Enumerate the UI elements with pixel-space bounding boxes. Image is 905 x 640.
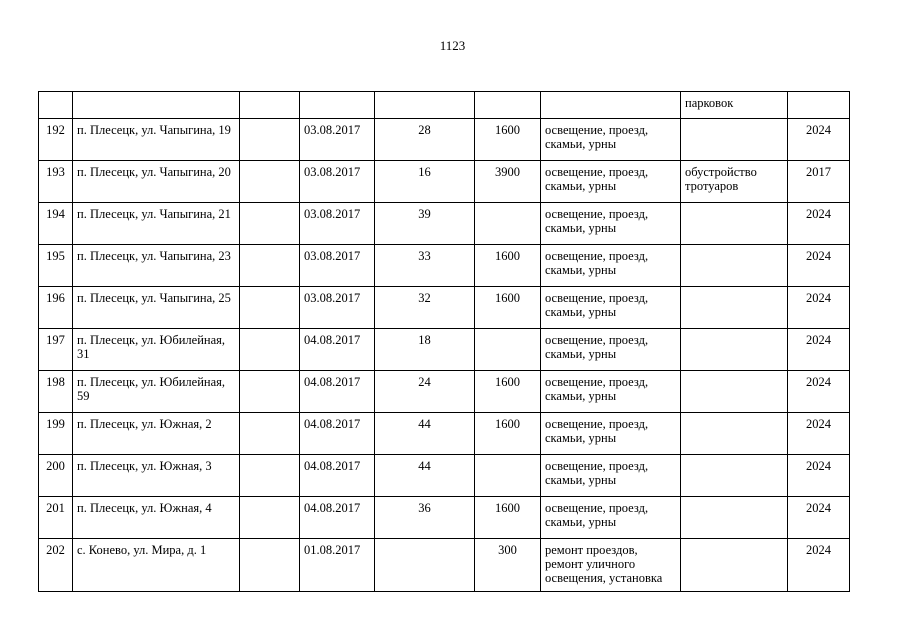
table-row xyxy=(39,203,850,245)
cell-date: 03.08.2017 xyxy=(300,203,375,245)
cell-additional-works xyxy=(681,203,788,245)
cell-year: 2024 xyxy=(788,455,850,497)
cell-quantity: 32 xyxy=(375,287,475,329)
table-row xyxy=(39,119,850,161)
cell-number xyxy=(39,92,73,119)
cell-area: 1600 xyxy=(475,497,541,539)
cell-empty xyxy=(240,287,300,329)
cell-empty xyxy=(240,119,300,161)
cell-area: 300 xyxy=(475,539,541,592)
cell-additional-works xyxy=(681,119,788,161)
cell-empty xyxy=(240,539,300,592)
cell-number: 197 xyxy=(39,329,73,371)
cell-quantity xyxy=(375,92,475,119)
cell-empty xyxy=(240,371,300,413)
table-row xyxy=(39,329,850,371)
cell-empty xyxy=(240,161,300,203)
cell-date: 03.08.2017 xyxy=(300,119,375,161)
cell-empty xyxy=(240,329,300,371)
cell-additional-works: парковок xyxy=(681,92,788,119)
cell-works: освещение, проезд, скамьи, урны xyxy=(541,203,681,245)
cell-year: 2017 xyxy=(788,161,850,203)
table-row xyxy=(39,161,850,203)
cell-address: п. Плесецк, ул. Чапыгина, 21 xyxy=(73,203,240,245)
cell-year: 2024 xyxy=(788,371,850,413)
cell-quantity: 18 xyxy=(375,329,475,371)
cell-year: 2024 xyxy=(788,539,850,592)
cell-year: 2024 xyxy=(788,245,850,287)
cell-date: 04.08.2017 xyxy=(300,497,375,539)
cell-works: освещение, проезд, скамьи, урны xyxy=(541,413,681,455)
cell-year: 2024 xyxy=(788,329,850,371)
cell-year: 2024 xyxy=(788,203,850,245)
cell-address: п. Плесецк, ул. Чапыгина, 20 xyxy=(73,161,240,203)
cell-additional-works xyxy=(681,413,788,455)
cell-empty xyxy=(240,497,300,539)
page-number: 1123 xyxy=(439,38,466,53)
cell-year xyxy=(788,92,850,119)
table-body xyxy=(39,92,850,592)
cell-works xyxy=(541,92,681,119)
cell-area: 3900 xyxy=(475,161,541,203)
cell-number: 195 xyxy=(39,245,73,287)
cell-date: 03.08.2017 xyxy=(300,287,375,329)
cell-address: п. Плесецк, ул. Южная, 4 xyxy=(73,497,240,539)
cell-empty xyxy=(240,455,300,497)
cell-works: освещение, проезд, скамьи, урны xyxy=(541,287,681,329)
table-row xyxy=(39,413,850,455)
cell-additional-works xyxy=(681,497,788,539)
cell-works: освещение, проезд, скамьи, урны xyxy=(541,245,681,287)
cell-quantity: 28 xyxy=(375,119,475,161)
cell-address: п. Плесецк, ул. Юбилейная, 31 xyxy=(73,329,240,371)
cell-year: 2024 xyxy=(788,497,850,539)
cell-date xyxy=(300,92,375,119)
cell-area: 1600 xyxy=(475,245,541,287)
cell-area xyxy=(475,329,541,371)
registry-table xyxy=(38,91,850,592)
cell-additional-works xyxy=(681,455,788,497)
cell-quantity: 24 xyxy=(375,371,475,413)
cell-empty xyxy=(240,413,300,455)
cell-number: 194 xyxy=(39,203,73,245)
cell-date: 01.08.2017 xyxy=(300,539,375,592)
table-row xyxy=(39,455,850,497)
cell-date: 04.08.2017 xyxy=(300,455,375,497)
cell-date: 03.08.2017 xyxy=(300,161,375,203)
cell-works: ремонт проездов, ремонт уличного освещения, установка xyxy=(541,539,681,592)
cell-address: п. Плесецк, ул. Чапыгина, 19 xyxy=(73,119,240,161)
cell-quantity: 16 xyxy=(375,161,475,203)
cell-additional-works xyxy=(681,245,788,287)
cell-quantity: 44 xyxy=(375,413,475,455)
cell-number: 198 xyxy=(39,371,73,413)
cell-area: 1600 xyxy=(475,413,541,455)
cell-address: п. Плесецк, ул. Чапыгина, 23 xyxy=(73,245,240,287)
cell-date: 04.08.2017 xyxy=(300,413,375,455)
table-row xyxy=(39,539,850,592)
cell-works: освещение, проезд, скамьи, урны xyxy=(541,371,681,413)
cell-quantity: 44 xyxy=(375,455,475,497)
cell-address: п. Плесецк, ул. Чапыгина, 25 xyxy=(73,287,240,329)
cell-quantity: 33 xyxy=(375,245,475,287)
table-row xyxy=(39,245,850,287)
cell-empty xyxy=(240,203,300,245)
cell-date: 03.08.2017 xyxy=(300,245,375,287)
cell-works: освещение, проезд, скамьи, урны xyxy=(541,119,681,161)
cell-number: 193 xyxy=(39,161,73,203)
cell-number: 192 xyxy=(39,119,73,161)
cell-address xyxy=(73,92,240,119)
cell-works: освещение, проезд, скамьи, урны xyxy=(541,329,681,371)
cell-address: с. Конево, ул. Мира, д. 1 xyxy=(73,539,240,592)
cell-additional-works xyxy=(681,539,788,592)
cell-year: 2024 xyxy=(788,287,850,329)
cell-area: 1600 xyxy=(475,287,541,329)
cell-area xyxy=(475,92,541,119)
cell-works: освещение, проезд, скамьи, урны xyxy=(541,455,681,497)
cell-works: освещение, проезд, скамьи, урны xyxy=(541,161,681,203)
cell-additional-works xyxy=(681,287,788,329)
cell-number: 202 xyxy=(39,539,73,592)
carryover-row xyxy=(39,92,850,119)
table-row xyxy=(39,287,850,329)
cell-year: 2024 xyxy=(788,119,850,161)
cell-number: 199 xyxy=(39,413,73,455)
cell-year: 2024 xyxy=(788,413,850,455)
cell-area: 1600 xyxy=(475,119,541,161)
cell-number: 196 xyxy=(39,287,73,329)
cell-number: 201 xyxy=(39,497,73,539)
cell-date: 04.08.2017 xyxy=(300,329,375,371)
cell-quantity: 39 xyxy=(375,203,475,245)
cell-additional-works xyxy=(681,371,788,413)
cell-number: 200 xyxy=(39,455,73,497)
cell-empty xyxy=(240,92,300,119)
cell-additional-works: обустройство тротуаров xyxy=(681,161,788,203)
cell-works: освещение, проезд, скамьи, урны xyxy=(541,497,681,539)
cell-address: п. Плесецк, ул. Юбилейная, 59 xyxy=(73,371,240,413)
cell-quantity: 36 xyxy=(375,497,475,539)
table-row xyxy=(39,497,850,539)
cell-area xyxy=(475,203,541,245)
cell-address: п. Плесецк, ул. Южная, 2 xyxy=(73,413,240,455)
cell-area xyxy=(475,455,541,497)
cell-address: п. Плесецк, ул. Южная, 3 xyxy=(73,455,240,497)
cell-area: 1600 xyxy=(475,371,541,413)
table-row xyxy=(39,371,850,413)
cell-date: 04.08.2017 xyxy=(300,371,375,413)
cell-additional-works xyxy=(681,329,788,371)
cell-empty xyxy=(240,245,300,287)
cell-quantity xyxy=(375,539,475,592)
